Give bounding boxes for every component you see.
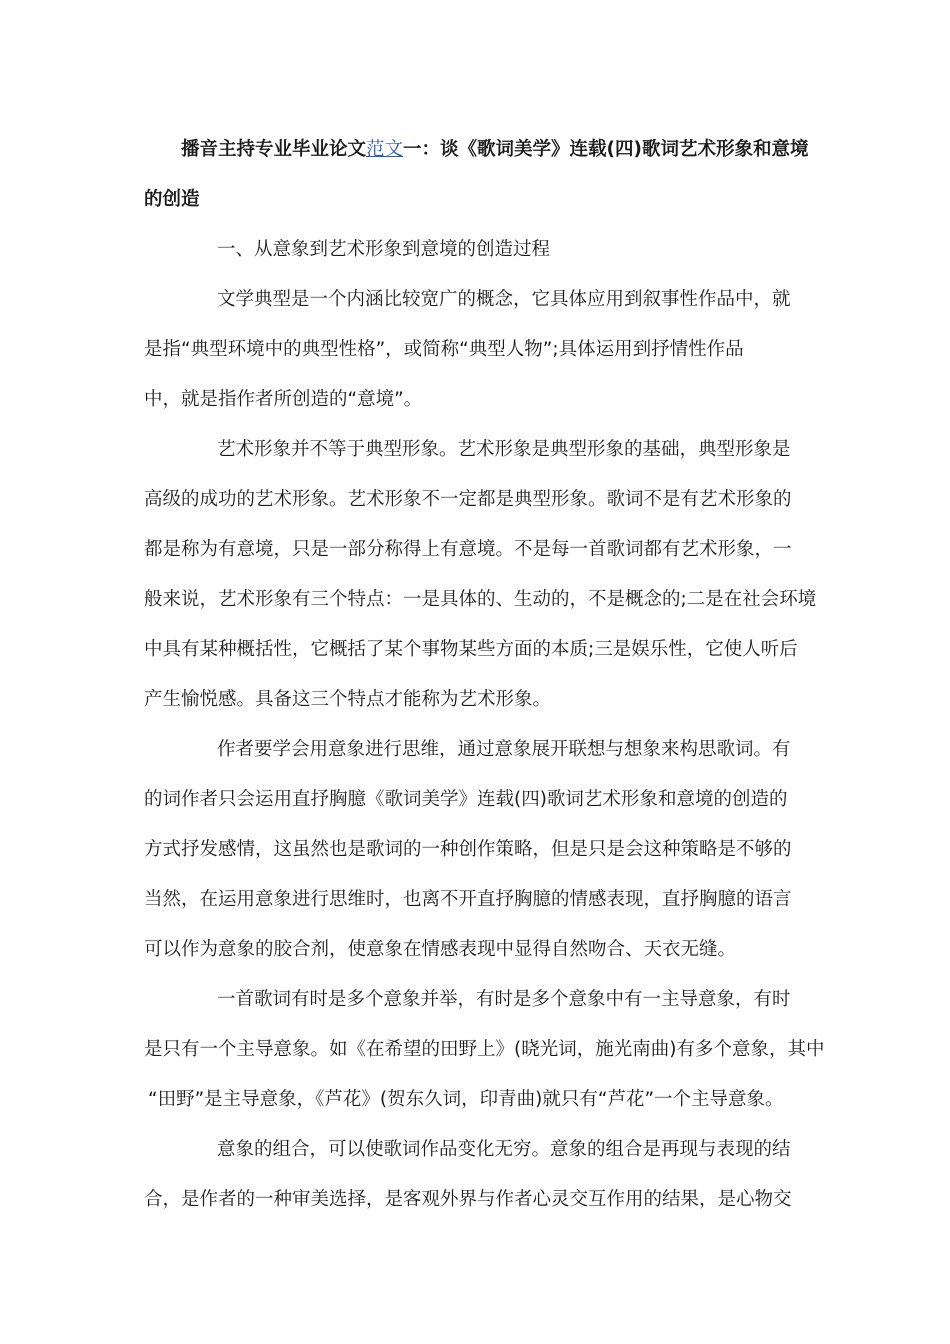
paragraph-line: 中具有某种概括性，它概括了某个事物某些方面的本质;三是娱乐性，它使人听后 xyxy=(144,639,798,660)
paragraph-line: 意象的组合，可以使歌词作品变化无穷。意象的组合是再现与表现的结 xyxy=(217,1139,791,1160)
title-suffix-line1: 一：谈《歌词美学》连载(四)歌词艺术形象和意境 xyxy=(403,139,809,160)
document-title xyxy=(144,125,808,225)
paragraph-line: 作者要学会用意象进行思维，通过意象展开联想与想象来构思歌词。有 xyxy=(217,739,791,760)
paragraph xyxy=(144,1125,808,1225)
paragraph-line: 是只有一个主导意象。如《在希望的田野上》(晓光词，施光南曲)有多个意象，其中 xyxy=(144,1039,825,1060)
paragraph xyxy=(144,425,817,725)
paragraph-line: 当然，在运用意象进行思维时，也离不开直抒胸臆的情感表现，直抒胸臆的语言 xyxy=(144,889,792,910)
paragraph xyxy=(144,275,808,425)
paragraph-line: 方式抒发感情，这虽然也是歌词的一种创作策略，但是只是会这种策略是不够的 xyxy=(144,839,792,860)
paragraph-line: 般来说，艺术形象有三个特点：一是具体的、生动的，不是概念的;二是在社会环境 xyxy=(144,589,817,610)
title-link[interactable]: 范文 xyxy=(366,139,404,160)
paragraph-line: 是指“典型环境中的典型性格”，或简称“典型人物”;具体运用到抒情性作品 xyxy=(144,339,744,360)
paragraph-line: 合，是作者的一种审美选择，是客观外界与作者心灵交互作用的结果，是心物交 xyxy=(144,1189,792,1210)
paragraph xyxy=(144,725,808,975)
paragraph-line: 产生愉悦感。具备这三个特点才能称为艺术形象。 xyxy=(144,689,552,710)
paragraph-line: 可以作为意象的胶合剂，使意象在情感表现中显得自然吻合、天衣无缝。 xyxy=(144,939,737,960)
title-prefix: 播音主持专业毕业论文 xyxy=(181,139,367,160)
paragraph-line: 都是称为有意境，只是一部分称得上有意境。不是每一首歌词都有艺术形象，一 xyxy=(144,539,792,560)
title-suffix-line2: 的创造 xyxy=(144,189,200,210)
paragraph-line: 一、从意象到艺术形象到意境的创造过程 xyxy=(217,239,551,260)
paragraph-line: 一首歌词有时是多个意象并举，有时是多个意象中有一主导意象，有时 xyxy=(217,989,791,1010)
paragraph-line: 文学典型是一个内涵比较宽广的概念，它具体应用到叙事性作品中，就 xyxy=(217,289,791,310)
document-body xyxy=(144,225,825,1225)
document-page xyxy=(144,125,825,1225)
paragraph xyxy=(144,975,825,1125)
paragraph-line: 艺术形象并不等于典型形象。艺术形象是典型形象的基础，典型形象是 xyxy=(217,439,791,460)
paragraph xyxy=(144,225,808,275)
paragraph-line: 高级的成功的艺术形象。艺术形象不一定都是典型形象。歌词不是有艺术形象的 xyxy=(144,489,792,510)
paragraph-line: 中，就是指作者所创造的“意境”。 xyxy=(144,389,423,410)
paragraph-line: “田野”是主导意象，《芦花》(贺东久词，印青曲)就只有“芦花”一个主导意象。 xyxy=(148,1089,784,1110)
paragraph-line: 的词作者只会运用直抒胸臆《歌词美学》连载(四)歌词艺术形象和意境的创造的 xyxy=(144,789,788,810)
